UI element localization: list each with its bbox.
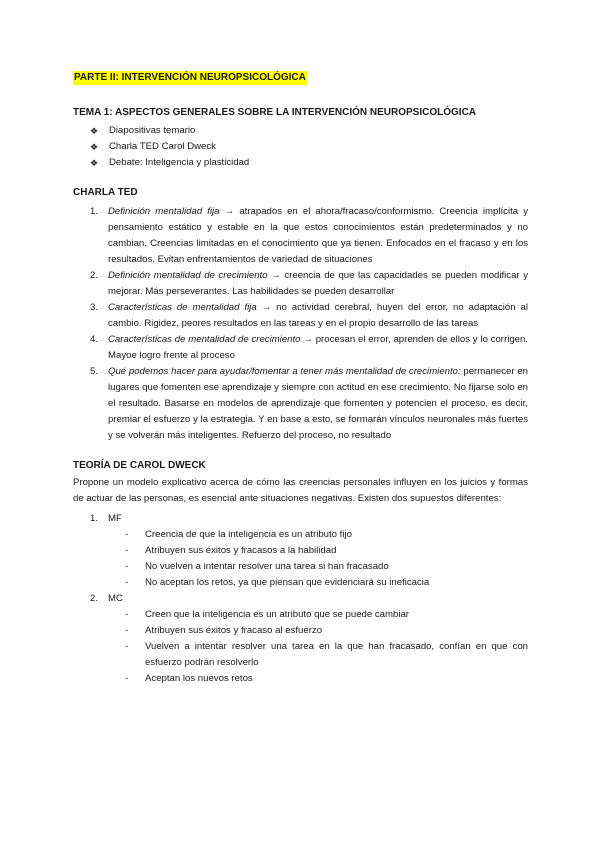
teoria-heading: TEORÍA DE CAROL DWECK <box>73 460 206 471</box>
group-label: MC <box>108 593 123 604</box>
teoria-groups-list-2 <box>73 591 528 607</box>
tema1-bullet-list <box>73 123 528 171</box>
list-item: - Aceptan los nuevos retos <box>125 673 253 684</box>
list-item: - Vuelven a intentar resolver una tarea en la que han fracasado, confían en que con esfuerzo podrán resolverlo <box>125 641 528 668</box>
list-item: 1. MF <box>90 513 122 524</box>
mc-sub-list <box>73 607 528 687</box>
mf-sub-list <box>73 527 528 591</box>
list-item: 2. Definición mentalidad de crecimiento → creencia de que las capacidades se pueden modificar y mejorar. Más perseverantes. Las habilidades se pueden desarrollar <box>90 270 529 297</box>
list-item: 4. Características de mentalidad de crecimiento → procesan el error, aprenden de ellos y lo corrigen. Mayoe logro frente al proceso <box>90 334 528 361</box>
bullet-diamond-icon: ❖ <box>90 126 99 136</box>
list-item: - No aceptan los retos, ya que piensan que evidenciará su ineficacia <box>125 577 430 588</box>
charla-ted-list <box>73 204 528 444</box>
group-label: MF <box>108 513 122 524</box>
list-item: 3. Características de mentalidad fija → no actividad cerebral, huyen del error, no adaptación al cambio. Rigidez, peores resultados en las tareas y en el propio desarrollo de las tareas <box>90 302 528 329</box>
teoria-intro: Propone un modelo explicativo acerca de cómo las creencias personales influyen en los juicios y formas de actuar de las personas, es esencial ante situaciones negativas. Existen dos supuestos diferentes: <box>73 477 528 504</box>
part-title-row <box>73 70 528 86</box>
part-title: PARTE II: INTERVENCIÓN NEUROPSICOLÓGICA <box>74 72 306 83</box>
list-item: - Atribuyen sus éxitos y fracasos a la habilidad <box>125 545 337 556</box>
list-item: ❖ Charla TED Carol Dweck <box>73 139 528 155</box>
list-item: - No vuelven a intentar resolver una tarea si han fracasado <box>125 561 389 572</box>
list-item: 1. Definición mentalidad fija → atrapados en el ahora/fracaso/conformismo. Creencia implícita y pensamiento estático y estable en la que estos conocimientos están predeterminados y no cambian. Creencias limitadas en el conocimiento que ya tienen. Enfocados en el fracaso y en los resultados. Evitan enfrentamientos de variedad de situaciones <box>90 206 529 265</box>
list-item: 2. MC <box>90 593 123 604</box>
charla-ted-heading: CHARLA TED <box>73 187 138 198</box>
list-item: - Creencia de que la inteligencia es un atributo fijo <box>125 529 352 540</box>
bullet-diamond-icon: ❖ <box>90 158 99 168</box>
list-item: - Creen que la inteligencia es un atributo que se puede cambiar <box>125 609 410 620</box>
bullet-diamond-icon: ❖ <box>90 142 99 152</box>
list-item: 5. Qué podemos hacer para ayudar/fomentar a tener más mentalidad de crecimiento: permanecer en lugares que fomenten ese aprendizaje y siempre con actitud en ese crecimiento. No fijarse solo en el resultado. Basarse en modelos de aprendizaje que fomenten y potencien el proceso, es decir, premiar el esfuerzo y la estrategia. Y en base a esto, se formarán vínculos neuronales más fuertes y se volverán más inteligentes. Refuerzo del proceso, no resultado <box>90 366 528 441</box>
list-item: - Atribuyen sus éxitos y fracaso al esfuerzo <box>125 625 323 636</box>
teoria-groups-list <box>73 511 528 527</box>
list-item: ❖ Debate: Inteligencia y plasticidad <box>73 155 528 171</box>
tema1-heading: TEMA 1: ASPECTOS GENERALES SOBRE LA INTERVENCIÓN NEUROPSICOLÓGICA <box>73 107 477 118</box>
document-page <box>73 70 528 687</box>
list-item: ❖ Diapositivas temario <box>73 123 528 139</box>
